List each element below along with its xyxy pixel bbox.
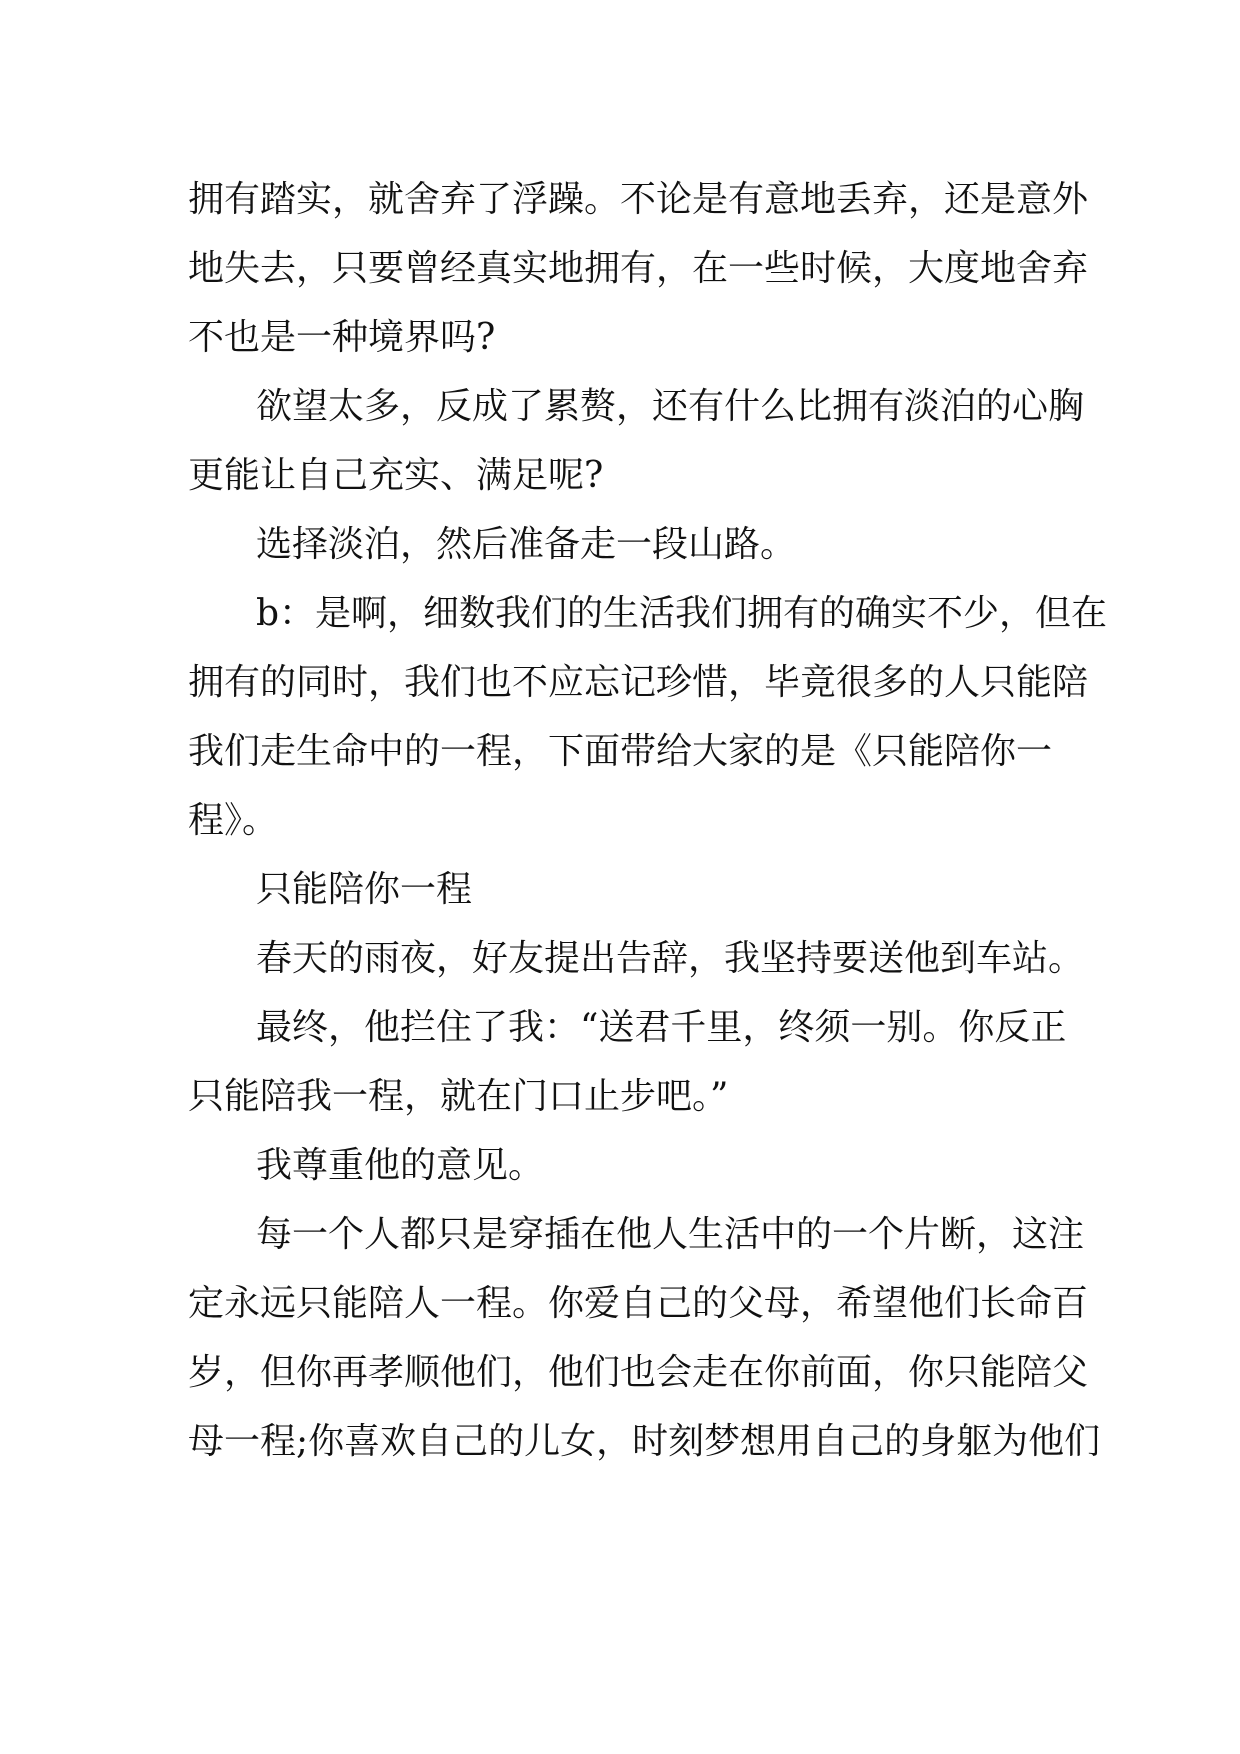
text-line-9: 我们走生命中的一程，下面带给大家的是《只能陪你一 [188, 731, 1053, 772]
text-line-6: 选择淡泊，然后准备走一段山路。 [256, 524, 797, 565]
text-line-10: 程》。 [188, 800, 279, 841]
text-line-8: 拥有的同时，我们也不应忘记珍惜，毕竟很多的人只能陪 [188, 662, 1089, 703]
text-line-14: 只能陪我一程，就在门口止步吧。” [188, 1076, 729, 1117]
text-line-15: 我尊重他的意见。 [256, 1145, 545, 1186]
text-line-1: 拥有踏实，就舍弃了浮躁。不论是有意地丢弃，还是意外 [188, 179, 1089, 220]
text-line-13: 最终，他拦住了我：“送君千里，终须一别。你反正 [256, 1007, 1067, 1048]
text-line-17: 定永远只能陪人一程。你爱自己的父母，希望他们长命百 [188, 1283, 1089, 1324]
text-line-2: 地失去，只要曾经真实地拥有，在一些时候，大度地舍弃 [188, 248, 1089, 289]
text-line-3: 不也是一种境界吗? [188, 317, 496, 358]
text-line-12: 春天的雨夜，好友提出告辞，我坚持要送他到车站。 [256, 938, 1085, 979]
text-line-16: 每一个人都只是穿插在他人生活中的一个片断，这注 [256, 1214, 1085, 1255]
text-line-18: 岁，但你再孝顺他们，他们也会走在你前面，你只能陪父 [188, 1352, 1089, 1393]
text-line-19: 母一程;你喜欢自己的儿女，时刻梦想用自己的身躯为他们 [188, 1421, 1101, 1462]
text-line-5: 更能让自己充实、满足呢? [188, 455, 604, 496]
text-line-4: 欲望太多，反成了累赘，还有什么比拥有淡泊的心胸 [256, 386, 1085, 427]
text-line-7: b：是啊，细数我们的生活我们拥有的确实不少，但在 [256, 593, 1108, 634]
section-title: 只能陪你一程 [256, 869, 473, 910]
